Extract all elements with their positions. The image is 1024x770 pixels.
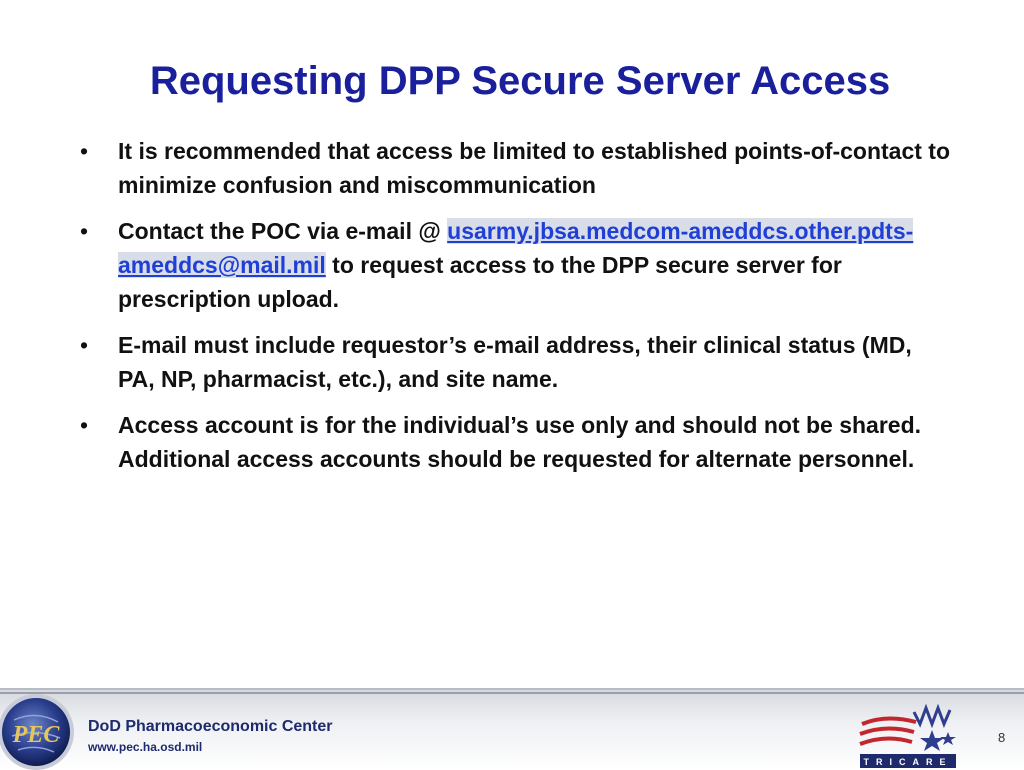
bullet-text: E-mail must include requestor’s e-mail address, their clinical status (MD, PA, NP, pharmacist, etc.), and site name. [118,332,912,392]
footer-divider [0,692,1024,694]
tricare-logo [856,698,966,770]
bullet-item [80,134,950,202]
bullet-item [80,214,950,316]
bullet-item [80,408,950,476]
bullet-marker: • [80,218,89,244]
bullet-list [80,134,950,488]
bullet-marker: • [80,332,89,358]
org-name: DoD Pharmacoeconomic Center [88,718,333,735]
seal-text: PEC [12,722,60,748]
bullet-marker: • [80,138,89,164]
bullet-marker: • [80,412,89,438]
bullet-text: Access account is for the individual’s use only and should not be shared. Additional access accounts should be requested for alternate personnel. [118,412,922,472]
bullet-text: It is recommended that access be limited to established points-of-contact to minimize confusion and miscommunication [118,138,950,198]
page-number: 8 [998,730,1006,745]
bullet-text: to request access to the DPP secure server for prescription upload. [118,252,842,312]
pec-seal-logo [0,690,76,770]
bullet-text: Contact the POC via e-mail @ [118,218,448,244]
slide-title: Requesting DPP Secure Server Access [149,59,891,103]
slide-footer [0,688,1024,770]
tricare-text: TRICARE [863,757,953,767]
poc-email-link[interactable]: usarmy.jbsa.medcom-ameddcs.other.pdts-ameddcs@mail.mil [118,218,914,278]
bullet-item [80,328,950,396]
org-url: www.pec.ha.osd.mil [88,740,203,754]
